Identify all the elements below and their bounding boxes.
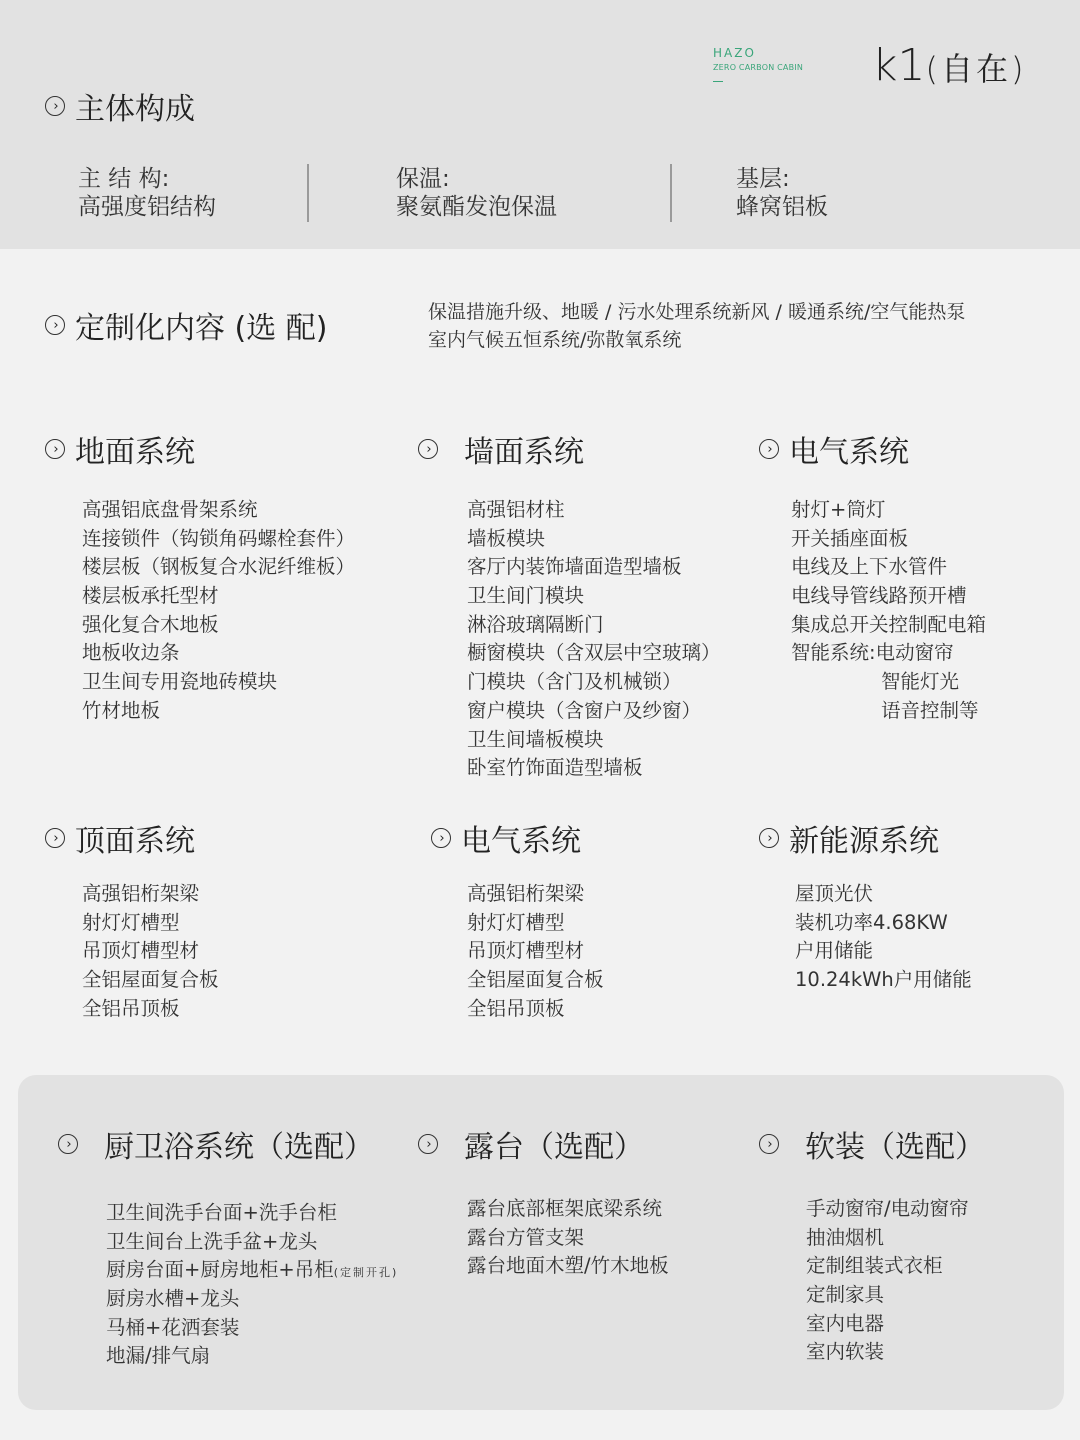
- chevron-right-circle-icon: ›: [759, 1134, 779, 1154]
- list-item: 定制家具: [806, 1283, 885, 1307]
- kitchen-bath-heading: [58, 1122, 374, 1166]
- list-item: 集成总开关控制配电箱: [791, 612, 987, 636]
- list-item: 厨房水槽+龙头: [106, 1287, 240, 1311]
- list-item: 客厅内装饰墙面造型墙板: [467, 555, 682, 579]
- custom-hole-note: (定制开孔): [333, 1266, 399, 1280]
- brand-logo: [713, 46, 803, 82]
- custom-line: 室内气候五恒系统/弥散氧系统: [428, 329, 682, 351]
- custom-description: [428, 298, 965, 354]
- heading-text: 软装（选配）: [805, 1130, 985, 1165]
- list-item: 室内电器: [806, 1311, 885, 1335]
- list-item: 10.24kWh户用储能: [795, 968, 972, 992]
- list-item: 门模块（含门及机械锁）: [467, 670, 682, 694]
- list-item: 卫生间台上洗手盆+龙头: [106, 1229, 318, 1253]
- heading-text: 定制化内容 (选 配): [75, 311, 328, 346]
- list-item: 高强铝桁架梁: [467, 882, 585, 905]
- heading-text: 地面系统: [75, 435, 195, 470]
- list-item: 卫生间墙板模块: [467, 727, 604, 751]
- list-item: 卧室竹饰面造型墙板: [467, 756, 643, 780]
- heading-text: 顶面系统: [75, 824, 195, 859]
- list-item: 吊顶灯槽型材: [467, 939, 585, 963]
- list-sub-item: 语音控制等: [881, 698, 979, 722]
- list-item: 全铝吊顶板: [467, 996, 565, 1020]
- brand-tagline: ZERO CARBON CABIN: [713, 63, 804, 72]
- list-item: 高强铝底盘骨架系统: [82, 498, 258, 521]
- spec-insulation: [396, 165, 557, 221]
- list-item: 电线导管线路预开槽: [791, 584, 967, 608]
- list-item: 高强铝桁架梁: [82, 882, 200, 905]
- list-item: 抽油烟机: [806, 1225, 885, 1249]
- list-item: 地漏/排气扇: [106, 1344, 211, 1368]
- list-item: 墙板模块: [467, 526, 546, 550]
- list-item: 楼层板承托型材: [82, 584, 219, 608]
- main-structure-heading: [45, 84, 195, 128]
- list-item: 射灯灯槽型: [82, 910, 180, 934]
- chevron-right-circle-icon: ›: [45, 439, 65, 459]
- wall-system-list: [467, 496, 721, 783]
- chevron-right-circle-icon: ›: [418, 1134, 438, 1154]
- terrace-list: [467, 1195, 669, 1281]
- heading-text: 厨卫浴系统（选配）: [104, 1130, 374, 1165]
- list-item: 竹材地板: [82, 698, 161, 722]
- spec-label: 主 结 构:: [78, 166, 170, 192]
- list-item: 窗户模块（含窗户及纱窗）: [467, 698, 702, 722]
- list-item: 射灯+筒灯: [791, 498, 886, 521]
- list-sub-item: 智能灯光: [881, 670, 960, 694]
- chevron-right-circle-icon: ›: [431, 828, 451, 848]
- brand-name: HAZO: [713, 46, 756, 60]
- list-item: 露台地面木塑/竹木地板: [467, 1254, 669, 1278]
- list-item: 楼层板（钢板复合水泥纤维板）: [82, 555, 356, 579]
- model-title: [872, 40, 1027, 91]
- new-energy-heading: [759, 816, 939, 860]
- electrical-system-heading: [759, 427, 909, 471]
- new-energy-list: [795, 880, 972, 995]
- list-item: 定制组装式衣柜: [806, 1254, 943, 1278]
- heading-text: 墙面系统: [464, 435, 584, 470]
- floor-system-heading: [45, 427, 195, 471]
- list-item: 装机功率4.68KW: [795, 910, 948, 934]
- spec-label: 基层:: [736, 166, 790, 192]
- list-item: 卫生间专用瓷地砖模块: [82, 670, 278, 694]
- ceiling-system-list: [82, 880, 219, 1023]
- list-item: 强化复合木地板: [82, 612, 219, 636]
- chevron-right-circle-icon: ›: [58, 1134, 78, 1154]
- list-item: 全铝屋面复合板: [467, 968, 604, 992]
- chevron-right-circle-icon: ›: [45, 315, 65, 335]
- list-item: 屋顶光伏: [795, 882, 874, 905]
- list-item: 高强铝材柱: [467, 498, 565, 521]
- brand-dash: [713, 81, 723, 82]
- wall-system-heading: [418, 427, 584, 471]
- chevron-right-circle-icon: ›: [759, 828, 779, 848]
- terrace-heading: [418, 1122, 644, 1166]
- model-sub: (自在): [925, 50, 1027, 88]
- list-item: 全铝吊顶板: [82, 996, 180, 1020]
- electrical-system-2-list: [467, 880, 604, 1023]
- list-item-text: 厨房台面+厨房地柜+吊柜: [106, 1258, 334, 1282]
- spec-value: 聚氨酯发泡保温: [396, 194, 557, 220]
- soft-furnishing-list: [806, 1195, 969, 1367]
- kitchen-bath-list: [106, 1199, 398, 1371]
- divider: [307, 164, 309, 222]
- list-item: 室内软装: [806, 1340, 885, 1364]
- list-item: 智能系统:电动窗帘: [791, 641, 954, 665]
- list-item: 全铝屋面复合板: [82, 968, 219, 992]
- chevron-right-circle-icon: ›: [418, 439, 438, 459]
- spec-label: 保温:: [396, 166, 450, 192]
- chevron-right-circle-icon: ›: [45, 96, 65, 116]
- list-item: 户用储能: [795, 939, 874, 963]
- custom-heading: [45, 303, 327, 347]
- spec-value: 高强度铝结构: [78, 194, 216, 220]
- ceiling-system-heading: [45, 816, 195, 860]
- list-item: 连接锁件（钩锁角码螺栓套件）: [82, 526, 356, 550]
- list-item: 卫生间门模块: [467, 584, 585, 608]
- electrical-system-2-heading: [431, 816, 581, 860]
- list-item: 吊顶灯槽型材: [82, 939, 200, 963]
- list-item: [106, 1256, 398, 1285]
- list-item: 手动窗帘/电动窗帘: [806, 1197, 969, 1220]
- heading-text: 露台（选配）: [464, 1130, 644, 1165]
- divider: [670, 164, 672, 222]
- list-item: 射灯灯槽型: [467, 910, 565, 934]
- spec-value: 蜂窝铝板: [736, 194, 828, 220]
- spec-base: [736, 165, 828, 221]
- electrical-system-list: [791, 496, 986, 726]
- list-item: 电线及上下水管件: [791, 555, 948, 579]
- soft-furnishing-heading: [759, 1122, 985, 1166]
- model-name: k1: [872, 40, 926, 91]
- heading-text: 新能源系统: [789, 824, 939, 859]
- list-item: 卫生间洗手台面+洗手台柜: [106, 1201, 337, 1224]
- list-item: 露台底部框架底梁系统: [467, 1197, 663, 1220]
- custom-line: 保温措施升级、地暖 / 污水处理系统新风 / 暖通系统/空气能热泵: [428, 301, 966, 323]
- heading-text: 电气系统: [461, 824, 581, 859]
- list-item: 露台方管支架: [467, 1225, 585, 1249]
- list-item: 马桶+花洒套装: [106, 1315, 240, 1339]
- spec-structure: [78, 165, 216, 221]
- heading-text: 电气系统: [789, 435, 909, 470]
- chevron-right-circle-icon: ›: [759, 439, 779, 459]
- floor-system-list: [82, 496, 355, 726]
- heading-text: 主体构成: [75, 92, 195, 127]
- list-item: 淋浴玻璃隔断门: [467, 612, 604, 636]
- list-item: 地板收边条: [82, 641, 180, 665]
- list-item: 开关插座面板: [791, 526, 909, 550]
- chevron-right-circle-icon: ›: [45, 828, 65, 848]
- list-item: 橱窗模块（含双层中空玻璃）: [467, 641, 721, 665]
